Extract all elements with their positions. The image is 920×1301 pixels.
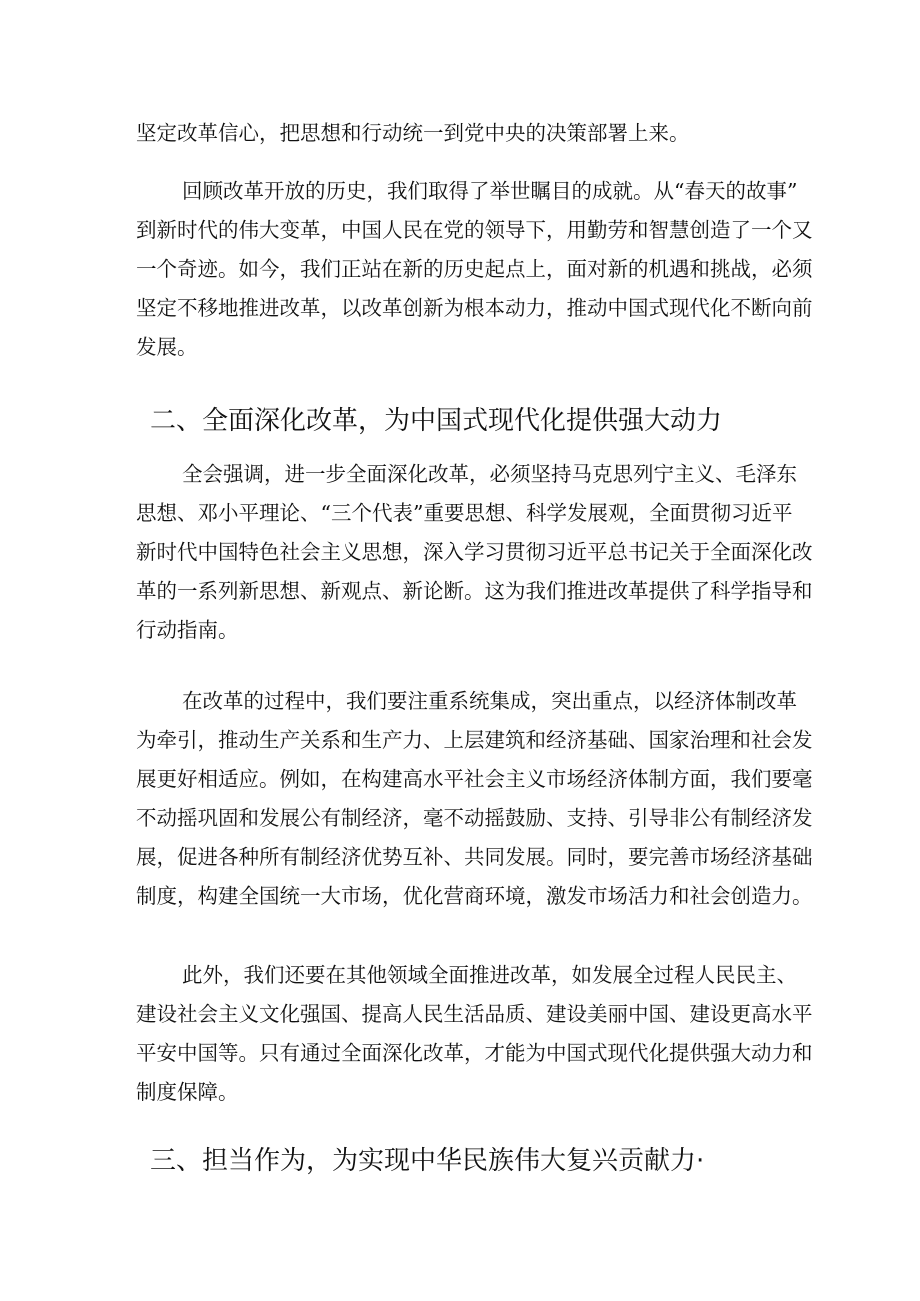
- text-line: 行动指南。: [136, 618, 239, 642]
- text-line: 制度，构建全国统一大市场，优化营商环境，激发市场活力和社会创造力。: [136, 884, 813, 908]
- paragraph-reform-history: [136, 172, 813, 367]
- text-line: 思想、邓小平理论、“三个代表”重要思想、科学发展观，全面贯彻习近平: [136, 501, 793, 525]
- text-line: 新时代中国特色社会主义思想，深入学习贯彻习近平总书记关于全面深化改: [136, 540, 813, 564]
- text-line: 为牵引，推动生产关系和生产力、上层建筑和经济基础、国家治理和社会发: [136, 728, 813, 752]
- text-line: 坚定不移地推进改革，以改革创新为根本动力，推动中国式现代化不断向前: [136, 296, 813, 320]
- paragraph-other-fields: [136, 956, 813, 1112]
- text-line: 一个奇迹。如今，我们正站在新的历史起点上，面对新的机遇和挑战，必须: [136, 257, 813, 281]
- text-line: 回顾改革开放的历史，我们取得了举世瞩目的成就。从“春天的故事”: [182, 179, 798, 203]
- text-line: 在改革的过程中，我们要注重系统集成，突出重点，以经济体制改革: [182, 689, 797, 713]
- text-line: 平安中国等。只有通过全面深化改革，才能为中国式现代化提供强大动力和: [136, 1041, 813, 1065]
- section-heading-3: 三、担当作为，为实现中华民族伟大复兴贡献力·: [150, 1146, 705, 1176]
- text-line: 此外，我们还要在其他领域全面推进改革，如发展全过程人民民主、: [182, 963, 797, 987]
- paragraph-plenary-emphasis: [136, 455, 813, 650]
- paragraph-continuation: [136, 114, 796, 153]
- paragraph-economic-reform: [136, 682, 813, 916]
- text-line: 革的一系列新思想、新观点、新论断。这为我们推进改革提供了科学指导和: [136, 579, 813, 603]
- section-heading-2: 二、全面深化改革，为中国式现代化提供强大动力: [150, 406, 723, 436]
- text-line: 坚定改革信心，把思想和行动统一到党中央的决策部署上来。: [136, 121, 690, 145]
- text-line: 制度保障。: [136, 1080, 239, 1104]
- text-line: 全会强调，进一步全面深化改革，必须坚持马克思列宁主义、毛泽东: [182, 462, 797, 486]
- text-line: 展更好相适应。例如，在构建高水平社会主义市场经济体制方面，我们要毫: [136, 767, 813, 791]
- text-line: 建设社会主义文化强国、提高人民生活品质、建设美丽中国、建设更高水平: [136, 1002, 813, 1026]
- text-line: 展，促进各种所有制经济优势互补、共同发展。同时，要完善市场经济基础: [136, 845, 813, 869]
- text-line: 不动摇巩固和发展公有制经济，毫不动摇鼓励、支持、引导非公有制经济发: [136, 806, 813, 830]
- text-line: 到新时代的伟大变革，中国人民在党的领导下，用勤劳和智慧创造了一个又: [136, 218, 813, 242]
- text-line: 发展。: [136, 335, 198, 359]
